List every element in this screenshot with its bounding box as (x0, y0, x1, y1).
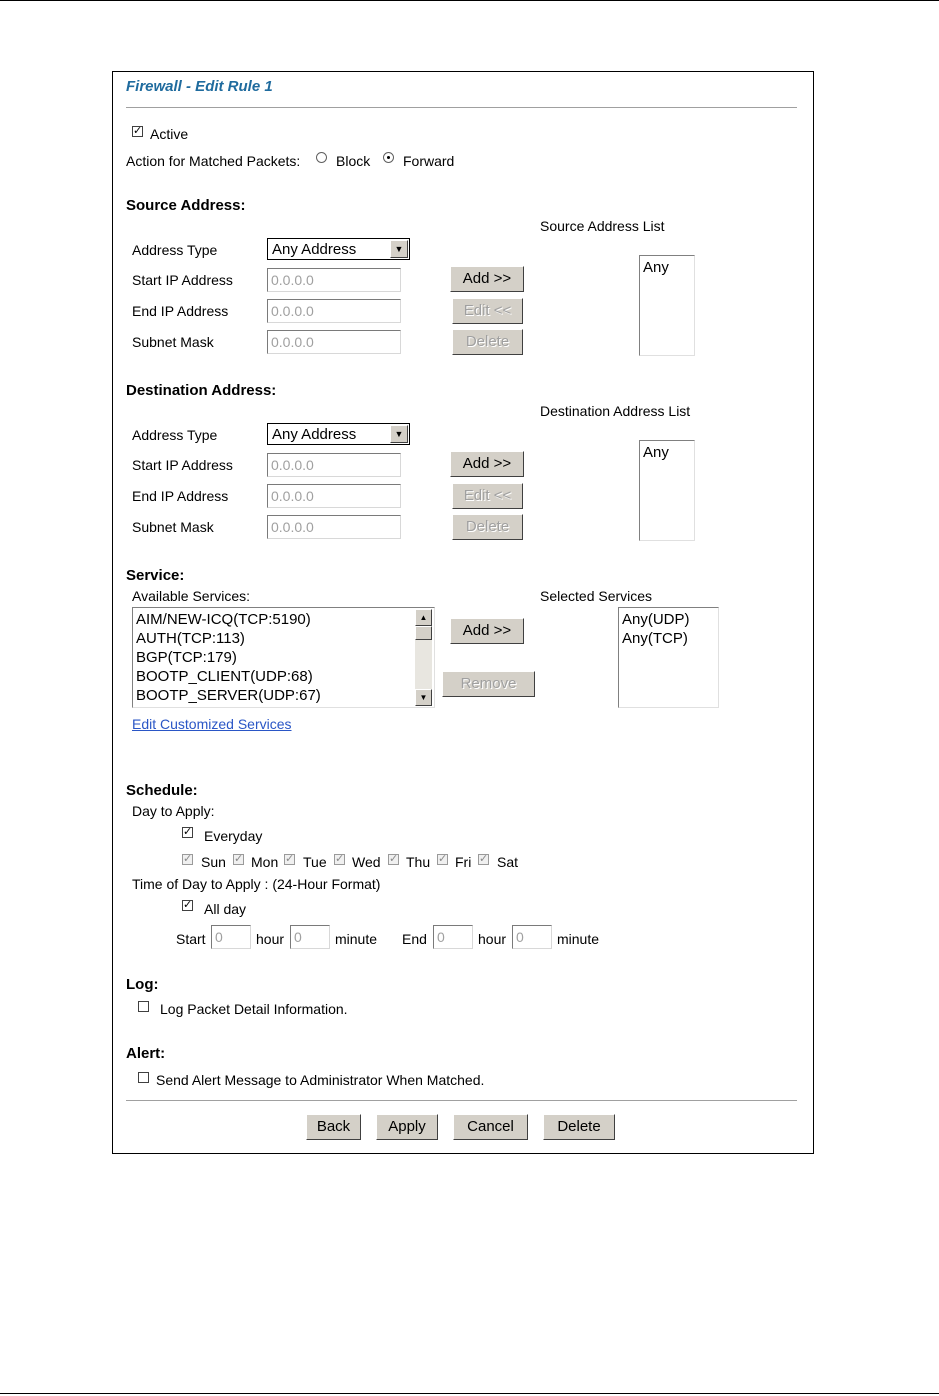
source-subnet-label: Subnet Mask (132, 334, 214, 350)
source-start-ip-input[interactable] (267, 268, 401, 292)
apply-button[interactable]: Apply (376, 1114, 438, 1140)
selected-services-label: Selected Services (540, 588, 653, 604)
source-subnet-value: 0.0.0.0 (271, 334, 314, 350)
check-icon: ✓ (133, 125, 143, 137)
source-list-label: Source Address List (540, 218, 665, 234)
destination-address-type-select[interactable] (267, 423, 410, 445)
destination-list-label: Destination Address List (540, 403, 691, 419)
check-icon: ✓ (285, 853, 295, 865)
services-scrollbar[interactable] (415, 609, 432, 706)
wed-label: Wed (352, 854, 381, 870)
source-address-type-label: Address Type (132, 242, 218, 258)
destination-start-ip-value: 0.0.0.0 (271, 457, 314, 473)
wed-checkbox[interactable] (334, 854, 345, 865)
source-delete-button[interactable]: Delete (452, 329, 523, 355)
mon-label: Mon (251, 854, 279, 870)
title-divider (126, 107, 797, 109)
forward-radio-label: Forward (403, 153, 455, 169)
destination-subnet-input[interactable] (267, 515, 401, 539)
list-item[interactable]: BOOTP_CLIENT(UDP:68) (136, 668, 313, 685)
sun-checkbox[interactable] (182, 854, 193, 865)
selected-services-list[interactable] (618, 607, 719, 708)
action-label: Action for Matched Packets: (126, 153, 301, 169)
source-add-button[interactable]: Add >> (450, 266, 524, 292)
scrollbar-thumb[interactable] (415, 626, 432, 640)
available-services-list[interactable] (132, 607, 435, 708)
page-title: Firewall - Edit Rule 1 (126, 78, 273, 95)
destination-end-ip-label: End IP Address (132, 488, 229, 504)
time-of-day-label: Time of Day to Apply : (24-Hour Format) (132, 876, 381, 892)
sat-checkbox[interactable] (478, 854, 489, 865)
chevron-down-icon[interactable]: ▼ (390, 425, 408, 443)
check-icon: ✓ (438, 853, 448, 865)
end-label: End (402, 931, 427, 947)
check-icon: ✓ (183, 826, 193, 838)
check-icon: ✓ (234, 853, 244, 865)
end-hour-label: hour (478, 931, 507, 947)
source-heading: Source Address: (126, 197, 246, 214)
check-icon: ✓ (389, 853, 399, 865)
schedule-heading: Schedule: (126, 782, 198, 799)
source-address-list[interactable] (639, 255, 695, 356)
day-to-apply-label: Day to Apply: (132, 803, 215, 819)
tue-label: Tue (303, 854, 327, 870)
list-item[interactable]: Any (643, 259, 669, 276)
check-icon: ✓ (335, 853, 345, 865)
destination-add-button[interactable]: Add >> (450, 451, 524, 477)
list-item[interactable]: BOOTP_SERVER(UDP:67) (136, 687, 321, 704)
list-item[interactable]: BGP(TCP:179) (136, 649, 237, 666)
everyday-label: Everyday (204, 828, 263, 844)
list-item[interactable]: Any(TCP) (622, 630, 688, 647)
end-hour-value: 0 (437, 929, 445, 945)
destination-start-ip-input[interactable] (267, 453, 401, 477)
page-bottom-rule (0, 1393, 939, 1394)
sat-label: Sat (497, 854, 519, 870)
check-icon: ✓ (183, 899, 193, 911)
alert-label: Send Alert Message to Administrator When Matched. (156, 1072, 485, 1088)
active-label: Active (150, 126, 189, 142)
end-minute-input[interactable] (512, 925, 552, 949)
service-remove-button[interactable]: Remove (442, 671, 535, 697)
end-minute-label: minute (557, 931, 600, 947)
service-heading: Service: (126, 567, 185, 584)
start-minute-value: 0 (294, 929, 302, 945)
list-item[interactable]: AUTH(TCP:113) (136, 630, 245, 647)
log-label: Log Packet Detail Information. (160, 1001, 348, 1017)
destination-delete-button[interactable]: Delete (452, 514, 523, 540)
available-services-label: Available Services: (132, 588, 251, 604)
fri-label: Fri (455, 854, 472, 870)
check-icon: ✓ (183, 853, 193, 865)
source-end-ip-value: 0.0.0.0 (271, 303, 314, 319)
source-address-type-value: Any Address (272, 241, 357, 258)
end-minute-value: 0 (516, 929, 524, 945)
source-subnet-input[interactable] (267, 330, 401, 354)
everyday-checkbox[interactable] (182, 827, 193, 838)
source-edit-button[interactable]: Edit << (452, 298, 523, 324)
active-checkbox[interactable] (132, 126, 143, 137)
back-button[interactable]: Back (306, 1114, 361, 1140)
service-add-button[interactable]: Add >> (450, 618, 524, 644)
destination-heading: Destination Address: (126, 382, 277, 399)
cancel-button[interactable]: Cancel (453, 1114, 528, 1140)
end-hour-input[interactable] (433, 925, 473, 949)
source-start-ip-value: 0.0.0.0 (271, 272, 314, 288)
destination-end-ip-input[interactable] (267, 484, 401, 508)
fri-checkbox[interactable] (437, 854, 448, 865)
alert-heading: Alert: (126, 1045, 166, 1062)
list-item[interactable]: Any (643, 444, 669, 461)
chevron-down-icon[interactable]: ▼ (390, 240, 408, 258)
start-hour-label: hour (256, 931, 285, 947)
source-end-ip-label: End IP Address (132, 303, 229, 319)
source-end-ip-input[interactable] (267, 299, 401, 323)
check-icon: ✓ (479, 853, 489, 865)
source-start-ip-label: Start IP Address (132, 272, 233, 288)
destination-start-ip-label: Start IP Address (132, 457, 233, 473)
list-item[interactable]: AIM/NEW-ICQ(TCP:5190) (136, 611, 311, 628)
destination-end-ip-value: 0.0.0.0 (271, 488, 314, 504)
chevron-down-icon[interactable]: ▼ (415, 689, 432, 706)
source-address-type-select[interactable] (267, 238, 410, 260)
forward-radio[interactable] (383, 152, 394, 163)
destination-address-type-value: Any Address (272, 426, 357, 443)
start-hour-value: 0 (215, 929, 223, 945)
mon-checkbox[interactable] (233, 854, 244, 865)
thu-label: Thu (406, 854, 431, 870)
alert-checkbox[interactable] (138, 1072, 149, 1083)
destination-subnet-label: Subnet Mask (132, 519, 214, 535)
all-day-checkbox[interactable] (182, 900, 193, 911)
edit-customized-services-link[interactable]: Edit Customized Services (132, 716, 292, 732)
start-label: Start (176, 931, 206, 947)
all-day-label: All day (204, 901, 247, 917)
log-checkbox[interactable] (138, 1001, 149, 1012)
start-hour-input[interactable] (211, 925, 251, 949)
list-item[interactable]: Any(UDP) (622, 611, 690, 628)
destination-edit-button[interactable]: Edit << (452, 483, 523, 509)
destination-address-list[interactable] (639, 440, 695, 541)
chevron-up-icon[interactable]: ▲ (415, 609, 432, 626)
delete-button[interactable]: Delete (543, 1114, 615, 1140)
page-top-rule (0, 0, 939, 1)
footer-divider (126, 1100, 797, 1102)
block-radio[interactable] (316, 152, 327, 163)
start-minute-label: minute (335, 931, 378, 947)
sun-label: Sun (201, 854, 226, 870)
thu-checkbox[interactable] (388, 854, 399, 865)
log-heading: Log: (126, 976, 159, 993)
destination-address-type-label: Address Type (132, 427, 218, 443)
destination-subnet-value: 0.0.0.0 (271, 519, 314, 535)
block-radio-label: Block (336, 153, 371, 169)
radio-selected-dot (387, 156, 390, 159)
start-minute-input[interactable] (290, 925, 330, 949)
tue-checkbox[interactable] (284, 854, 295, 865)
